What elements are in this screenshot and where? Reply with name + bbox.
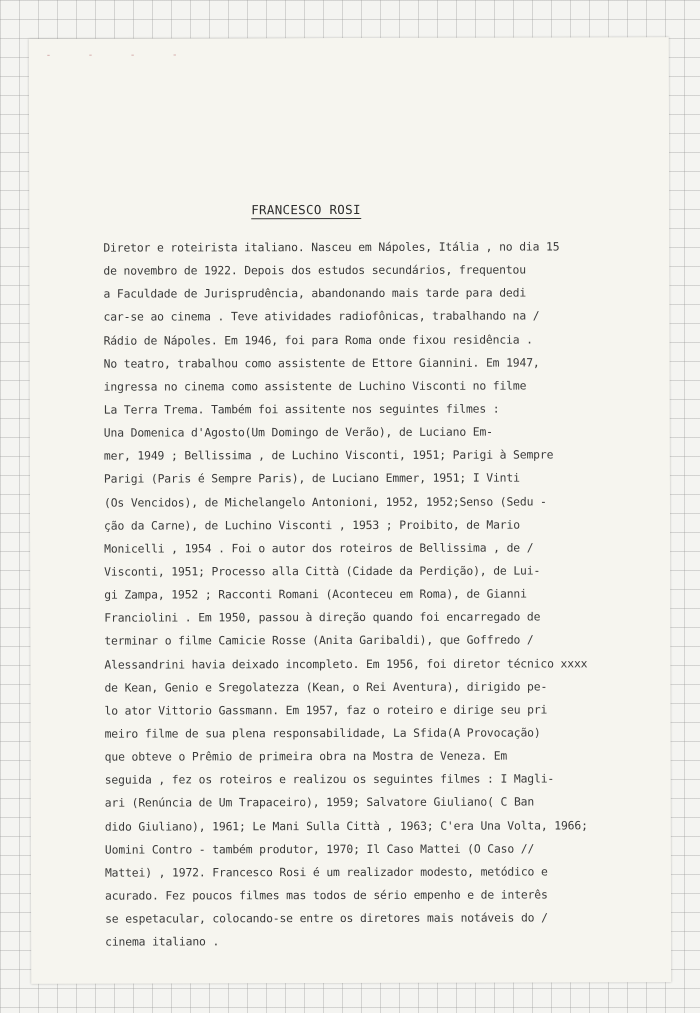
body-line: de novembro de 1922. Depois dos estudos secundários, frequentou <box>103 262 526 278</box>
body-line: mer, 1949 ; Bellissima , de Luchino Visconti, 1951; Parigi à Sempre <box>103 447 554 463</box>
body-line: ção da Carne), de Luchino Visconti , 1953 ; Proibito, de Mario <box>104 517 520 533</box>
document-body <box>103 235 625 954</box>
body-line: Parigi (Paris é Sempre Paris), de Luciano Emmer, 1951; I Vinti <box>103 470 520 487</box>
body-line: Mattei) , 1972. Francesco Rosi é um realizador modesto, metódico e <box>104 864 548 880</box>
body-line: Visconti, 1951; Processo alla Città (Cidade da Perdição), de Lui- <box>104 563 541 579</box>
body-line: car-se ao cinema . Teve atividades radiofônicas, trabalhando na / <box>103 308 540 325</box>
body-line: Alessandrini havia deixado incompleto. Em 1956, foi diretor técnico xxxx <box>104 655 588 672</box>
body-line: ingressa no cinema como assistente de Luchino Visconti no filme <box>103 378 527 394</box>
body-line: ari (Renúncia de Um Trapaceiro), 1959; Salvatore Giuliano( C Ban <box>104 794 535 811</box>
body-line: acurado. Fez poucos filmes mas todos de sério empenho e de interês <box>104 887 548 903</box>
body-line: (Os Vencidos), de Michelangelo Antonioni, 1952, 1952;Senso (Sedu - <box>103 494 547 510</box>
body-line: de Kean, Genio e Sregolatezza (Kean, o Rei Aventura), dirigido pe- <box>104 679 548 695</box>
body-line: gi Zampa, 1952 ; Racconti Romani (Aconteceu em Roma), de Gianni <box>104 586 527 602</box>
body-line: se espetacular, colocando-se entre os diretores mais notáveis do / <box>105 910 548 926</box>
body-line: lo ator Vittorio Gassmann. Em 1957, faz o roteiro e dirige seu pri <box>104 702 548 718</box>
body-line: seguida , fez os roteiros e realizou os seguintes filmes : I Magli- <box>104 771 555 787</box>
body-line: Monicelli , 1954 . Foi o autor dos roteiros de Bellissima , de / <box>104 540 534 556</box>
body-line: cinema italiano . <box>105 934 220 949</box>
body-line: Una Domenica d'Agosto(Um Domingo de Verão), de Luciano Em- <box>103 424 493 440</box>
body-line: terminar o filme Camicie Rosse (Anita Garibaldi), que Goffredo / <box>104 632 534 649</box>
document-title: FRANCESCO ROSI <box>251 201 361 218</box>
body-line: Rádio de Nápoles. Em 1946, foi para Roma onde fixou residência . <box>103 332 533 348</box>
body-line: dido Giuliano), 1961; Le Mani Sulla Città , 1963; C'era Una Volta, 1966; <box>104 817 588 834</box>
paper-sheet <box>29 37 671 984</box>
body-line: Franciolini . Em 1950, passou à direção quando foi encarregado de <box>104 609 541 625</box>
body-line: Uomini Contro - também produtor, 1970; Il Caso Mattei (O Caso // <box>104 841 535 857</box>
body-line: meiro filme de sua plena responsabilidade, La Sfida(A Provocação) <box>104 725 541 741</box>
body-line: que obteve o Prêmio de primeira obra na Mostra de Veneza. Em <box>104 748 508 764</box>
body-line: No teatro, trabalhou como assistente de Ettore Giannini. Em 1947, <box>103 355 540 371</box>
body-line: La Terra Trema. Também foi assitente nos seguintes filmes : <box>103 401 500 417</box>
body-line: Diretor e roteirista italiano. Nasceu em Nápoles, Itália , no dia 15 <box>103 239 560 255</box>
paper-edge-marks: - - - - <box>46 50 195 61</box>
body-line: a Faculdade de Jurisprudência, abandonando mais tarde para dedi <box>103 285 527 301</box>
